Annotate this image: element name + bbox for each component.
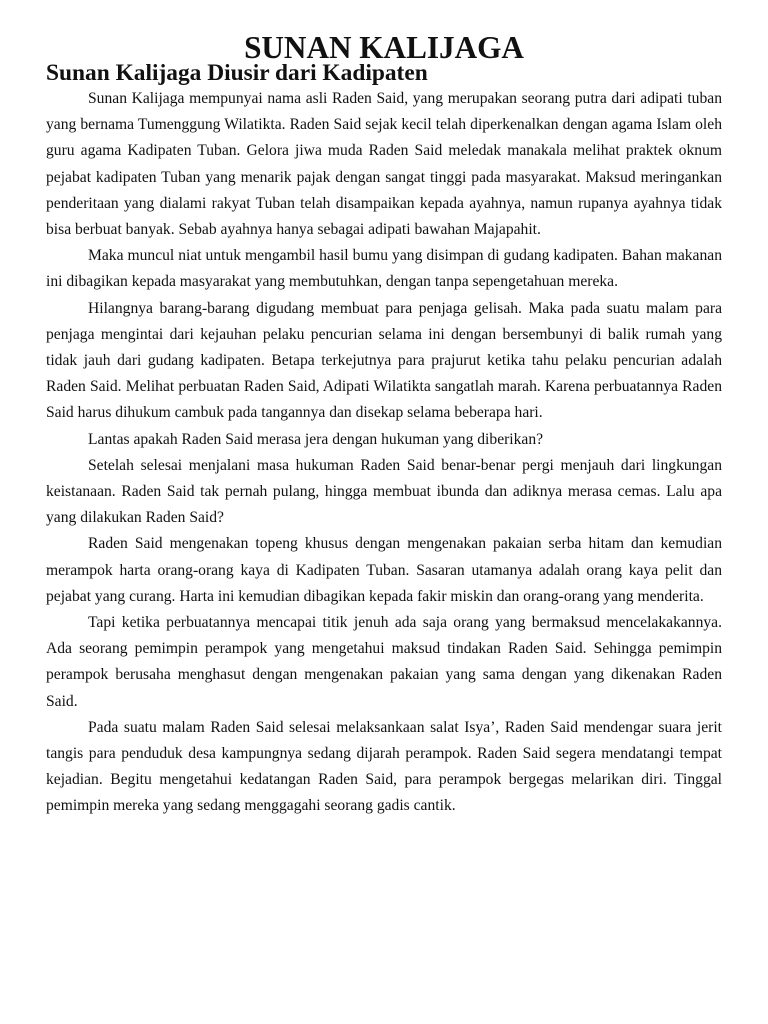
paragraph-7: Tapi ketika perbuatannya mencapai titik jenuh ada saja orang yang bermaksud mencelakakannya. Ada seorang pemimpin perampok yang mengetahui maksud tindakan Raden Said. Sehingga pemimpin perampok berusaha menghasut dengan mengenakan pakaian yang sama dengan yang dikenakan Raden Said. <box>46 614 722 710</box>
paragraph-5: Setelah selesai menjalani masa hukuman Raden Said benar-benar pergi menjauh dari lingkungan keistanaan. Raden Said tak pernah pulang, hingga membuat ibunda dan adiknya merasa cemas. Lalu apa yang dilakukan Raden Said? <box>46 456 722 527</box>
paragraph-1: Sunan Kalijaga mempunyai nama asli Raden Said, yang merupakan seorang putra dari adipati tuban yang bernama Tumenggung Wilatikta. Raden Said sejak kecil telah diperkenalkan dengan agama Islam oleh guru agama Kadipaten Tuban. Gelora jiwa muda Raden Said meledak manakala melihat praktek oknum pejabat kadipaten Tuban yang menarik pajak dengan sangat tinggi pada masyarakat. Maksud meringankan penderitaan yang dialami rakyat Tuban telah disampaikan kepada ayahnya, namun rupanya ayahnya tidak bisa berbuat banyak. Sebab ayahnya hanya sebagai adipati bawahan Majapahit. <box>46 90 722 239</box>
paragraph-4: Lantas apakah Raden Said merasa jera dengan hukuman yang diberikan? <box>88 430 544 448</box>
paragraph-6: Raden Said mengenakan topeng khusus dengan mengenakan pakaian serba hitam dan kemudian merampok harta orang-orang kaya di Kadipaten Tuban. Sasaran utamanya adalah orang kaya pelit dan pejabat yang curang. Harta ini kemudian dibagikan kepada fakir miskin dan orang-orang yang menderita. <box>46 535 722 605</box>
document-title: SUNAN KALIJAGA <box>244 30 524 65</box>
paragraph-8: Pada suatu malam Raden Said selesai melaksankaan salat Isya’, Raden Said mendengar suara jerit tangis para penduduk desa kampungnya sedang dijarah perampok. Raden Said segera mendatangi tempat kejadian. Begitu mengetahui kedatangan Raden Said, para perampok bergegas melarikan diri. Tinggal pemimpin mereka yang sedang menggagahi seorang gadis cantik. <box>46 718 722 815</box>
paragraph-2: Maka muncul niat untuk mengambil hasil bumu yang disimpan di gudang kadipaten. Bahan makanan ini dibagikan kepada masyarakat yang membutuhkan, dengan tanpa sepengetahuan mereka. <box>46 247 722 291</box>
paragraph-3: Hilangnya barang-barang digudang membuat para penjaga gelisah. Maka pada suatu malam para penjaga mengintai dari kejauhan pelaku pencurian selama ini dengan bersembunyi di balik rumah yang tidak jauh dari gudang kadipaten. Betapa terkejutnya para prajurut ketika tahu pelaku pencurian adalah Raden Said. Melihat perbuatan Raden Said, Adipati Wilatikta sangatlah marah. Karena perbuatannya Raden Said harus dihukum cambuk pada tangannya dan disekap selama beberapa hari. <box>46 299 722 422</box>
section-heading: Sunan Kalijaga Diusir dari Kadipaten <box>46 60 428 86</box>
